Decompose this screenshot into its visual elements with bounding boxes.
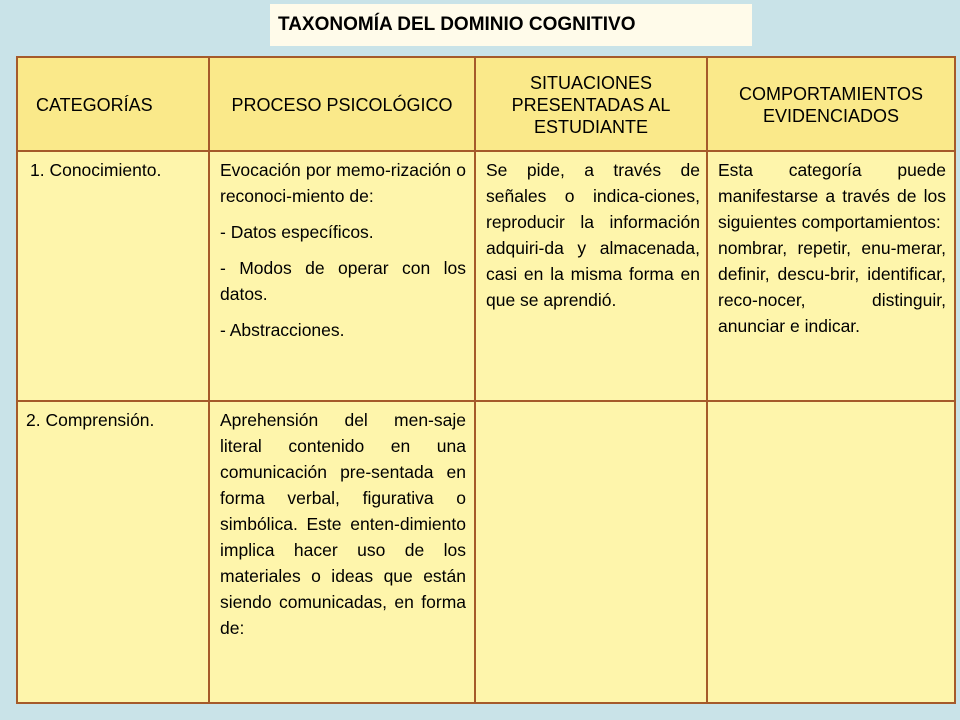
header-categorias: CATEGORÍAS (36, 94, 153, 115)
column-divider (706, 58, 708, 702)
table-row (18, 151, 954, 401)
behavior-list: nombrar, repetir, enu-merar, definir, descu-brir, identificar, reco-nocer, distinguir, anunciar e indicar. (718, 238, 946, 336)
process-item: - Modos de operar con los datos. (220, 258, 466, 304)
taxonomy-table (16, 56, 956, 704)
process-item: - Datos específicos. (220, 222, 374, 242)
column-divider (474, 58, 476, 702)
table-row (18, 401, 954, 702)
header-proceso: PROCESO PSICOLÓGICO (231, 94, 453, 115)
row-divider (18, 150, 954, 152)
category-cell: 1. Conocimiento. (30, 160, 162, 180)
process-cell: Aprehensión del men-saje literal contenido en una comunicación pre-sentada en forma verbal, figurativa o simbólica. Este enten-dimiento implica hacer uso de los materiales o ideas que están siendo comunicadas, en forma de: (220, 410, 466, 638)
page-title: TAXONOMÍA DEL DOMINIO COGNITIVO (270, 4, 752, 46)
behavior-intro: Esta categoría puede manifestarse a través de los siguientes comportamientos: (718, 160, 946, 232)
row-divider (18, 400, 954, 402)
situation-cell: Se pide, a través de señales o indica-ciones, reproducir la información adquiri-da y almacenada, casi en la misma forma en que se aprendió. (486, 160, 700, 310)
process-intro: Evocación por memo-rización o reconoci-miento de: (220, 160, 466, 206)
header-situaciones: SITUACIONES PRESENTADAS AL ESTUDIANTE (511, 72, 671, 137)
process-item: - Abstracciones. (220, 320, 345, 340)
table-header-row (18, 58, 954, 151)
header-comportamientos: COMPORTAMIENTOS EVIDENCIADOS (738, 83, 924, 126)
process-cell (210, 151, 476, 343)
column-divider (208, 58, 210, 702)
behavior-cell (708, 151, 954, 339)
category-cell: 2. Comprensión. (26, 410, 155, 430)
